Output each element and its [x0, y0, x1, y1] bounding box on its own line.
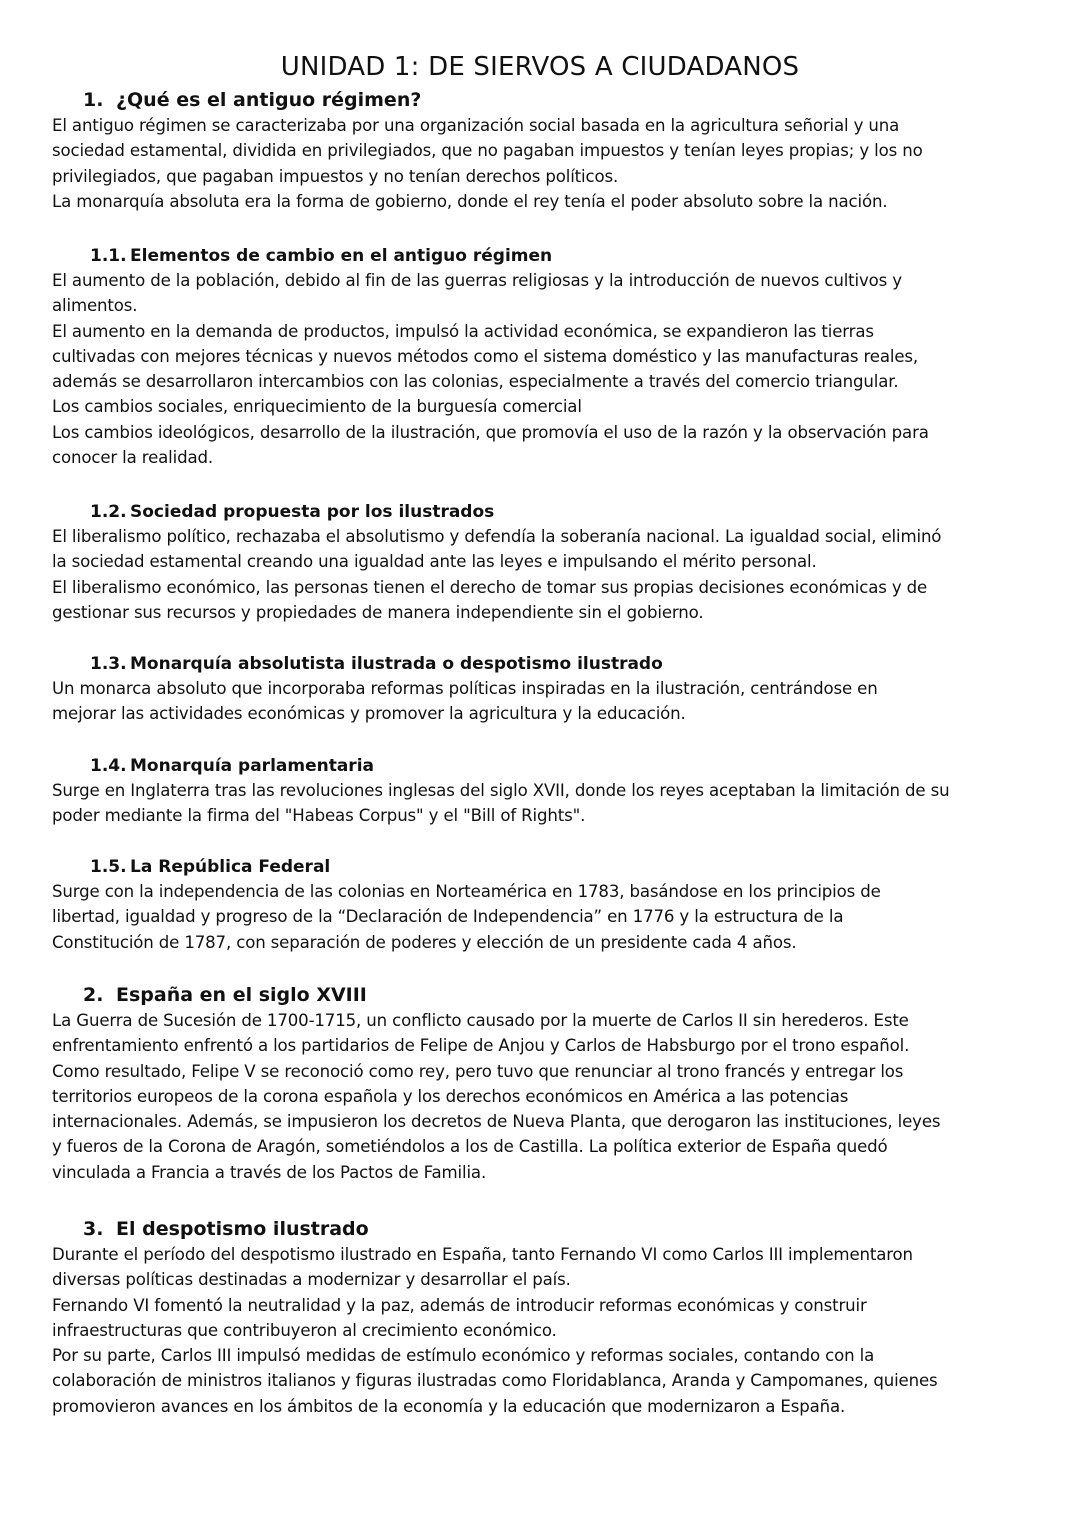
paragraph-line: Los cambios ideológicos, desarrollo de la ilustración, que promovía el uso de la razón y la observación para: [52, 422, 929, 442]
subsection-heading: [52, 754, 1042, 778]
section-sociedad-ilustrados: [52, 500, 1042, 625]
paragraph-line: la sociedad estamental creando una igualdad ante las leyes e impulsando el mérito personal.: [52, 552, 817, 572]
section-espana-siglo-xviii: [52, 982, 1042, 1185]
subsection-number: 1.4.: [90, 756, 127, 776]
subsection-heading: [52, 855, 1042, 879]
paragraph-line: Los cambios sociales, enriquecimiento de la burguesía comercial: [52, 397, 582, 417]
subsection-number: 1.5.: [90, 857, 127, 877]
subsection-heading-text: Monarquía absolutista ilustrada o despotismo ilustrado: [130, 654, 663, 674]
paragraph-line: enfrentamiento enfrentó a los partidarios de Felipe de Anjou y Carlos de Habsburgo por el trono español.: [52, 1036, 910, 1056]
subsection-number: 1.1.: [90, 246, 127, 266]
section-number: 1.: [83, 89, 104, 111]
subsection-heading-text: La República Federal: [130, 857, 331, 877]
section-number: 2.: [83, 984, 104, 1006]
subsection-heading-text: Sociedad propuesta por los ilustrados: [130, 502, 495, 522]
paragraph-line: promovieron avances en los ámbitos de la economía y la educación que modernizaron a España.: [52, 1396, 846, 1416]
section-heading-text: El despotismo ilustrado: [116, 1218, 369, 1240]
section-antiguo-regimen: [52, 87, 1042, 214]
page-title: UNIDAD 1: DE SIERVOS A CIUDADANOS: [280, 52, 800, 82]
paragraph-line: Surge en Inglaterra tras las revoluciones inglesas del siglo XVII, donde los reyes aceptaban la limitación de su: [52, 781, 950, 800]
section-elementos-de-cambio: [52, 244, 1042, 470]
paragraph-line: La monarquía absoluta era la forma de gobierno, donde el rey tenía el poder absoluto sobre la nación.: [52, 191, 888, 211]
paragraph-line: internacionales. Además, se impusieron los decretos de Nueva Planta, que derogaron las instituciones, leyes: [52, 1112, 941, 1132]
subsection-heading-text: Elementos de cambio en el antiguo régimen: [130, 246, 553, 266]
paragraph-line: diversas políticas destinadas a modernizar y desarrollar el país.: [52, 1270, 571, 1290]
paragraph-line: privilegiados, que pagaban impuestos y no tenían derechos políticos.: [52, 166, 619, 186]
paragraph-line: Durante el período del despotismo ilustrado en España, tanto Fernando VI como Carlos III implementaron: [52, 1245, 913, 1264]
paragraph-line: gestionar sus recursos y propiedades de manera independiente sin el gobierno.: [52, 602, 704, 622]
paragraph-line: Un monarca absoluto que incorporaba reformas políticas inspiradas en la ilustración, centrándose en: [52, 679, 878, 698]
section-heading: [52, 87, 1042, 113]
paragraph-line: conocer la realidad.: [52, 448, 213, 468]
paragraph-line: libertad, igualdad y progreso de la “Declaración de Independencia” en 1776 y la estructura de la: [52, 907, 844, 927]
paragraph-line: El antiguo régimen se caracterizaba por una organización social basada en la agricultura señorial y una: [52, 116, 900, 135]
paragraph-line: Constitución de 1787, con separación de poderes y elección de un presidente cada 4 años.: [52, 932, 797, 952]
paragraph-line: mejorar las actividades económicas y promover la agricultura y la educación.: [52, 704, 686, 724]
paragraph-line: Surge con la independencia de las colonias en Norteamérica en 1783, basándose en los principios de: [52, 882, 881, 901]
section-despotismo-ilustrado: [52, 1216, 1042, 1419]
paragraph-line: sociedad estamental, dividida en privilegiados, que no pagaban impuestos y tenían leyes propias; y los no: [52, 141, 923, 161]
subsection-heading: [52, 500, 1042, 524]
paragraph-line: El liberalismo político, rechazaba el absolutismo y defendía la soberanía nacional. La igualdad social, eliminó: [52, 527, 942, 546]
paragraph-line: Como resultado, Felipe V se reconoció como rey, pero tuvo que renunciar al trono francés y entregar los: [52, 1061, 904, 1081]
subsection-heading: [52, 652, 1042, 676]
subsection-heading-text: Monarquía parlamentaria: [130, 756, 374, 776]
paragraph-line: Por su parte, Carlos III impulsó medidas de estímulo económico y reformas sociales, contando con la: [52, 1346, 875, 1366]
paragraph-line: infraestructuras que contribuyeron al crecimiento económico.: [52, 1320, 557, 1340]
paragraph-line: territorios europeos de la corona española y los derechos económicos en América a las potencias: [52, 1086, 849, 1106]
paragraph-line: además se desarrollaron intercambios con las colonias, especialmente a través del comercio triangular.: [52, 372, 899, 392]
subsection-number: 1.3.: [90, 654, 127, 674]
subsection-number: 1.2.: [90, 502, 127, 522]
section-heading-text: España en el siglo XVIII: [116, 984, 367, 1006]
section-heading: [52, 1216, 1042, 1242]
paragraph-line: y fueros de la Corona de Aragón, sometiéndolos a los de Castilla. La política exterior de España quedó: [52, 1137, 888, 1157]
paragraph-line: El liberalismo económico, las personas tienen el derecho de tomar sus propias decisiones económicas y de: [52, 577, 928, 597]
section-monarquia-parlamentaria: [52, 754, 1042, 829]
section-republica-federal: [52, 855, 1042, 955]
section-number: 3.: [83, 1218, 104, 1240]
paragraph-line: alimentos.: [52, 296, 138, 316]
paragraph-line: vinculada a Francia a través de los Pactos de Familia.: [52, 1162, 487, 1182]
paragraph-line: cultivadas con mejores técnicas y nuevos métodos como el sistema doméstico y las manufacturas reales,: [52, 346, 919, 366]
subsection-heading: [52, 244, 1042, 268]
paragraph-line: colaboración de ministros italianos y figuras ilustradas como Floridablanca, Aranda y Campomanes, quienes: [52, 1371, 938, 1391]
paragraph-line: La Guerra de Sucesión de 1700-1715, un conflicto causado por la muerte de Carlos II sin herederos. Este: [52, 1011, 909, 1030]
paragraph-line: Fernando VI fomentó la neutralidad y la paz, además de introducir reformas económicas y construir: [52, 1295, 867, 1315]
paragraph-line: El aumento en la demanda de productos, impulsó la actividad económica, se expandieron las tierras: [52, 321, 874, 341]
paragraph-line: El aumento de la población, debido al fin de las guerras religiosas y la introducción de nuevos cultivos y: [52, 271, 902, 290]
paragraph-line: poder mediante la firma del "Habeas Corpus" y el "Bill of Rights".: [52, 806, 586, 826]
section-heading: [52, 982, 1042, 1008]
section-despotismo-ilustrado-def: [52, 652, 1042, 727]
section-heading-text: ¿Qué es el antiguo régimen?: [116, 89, 422, 111]
